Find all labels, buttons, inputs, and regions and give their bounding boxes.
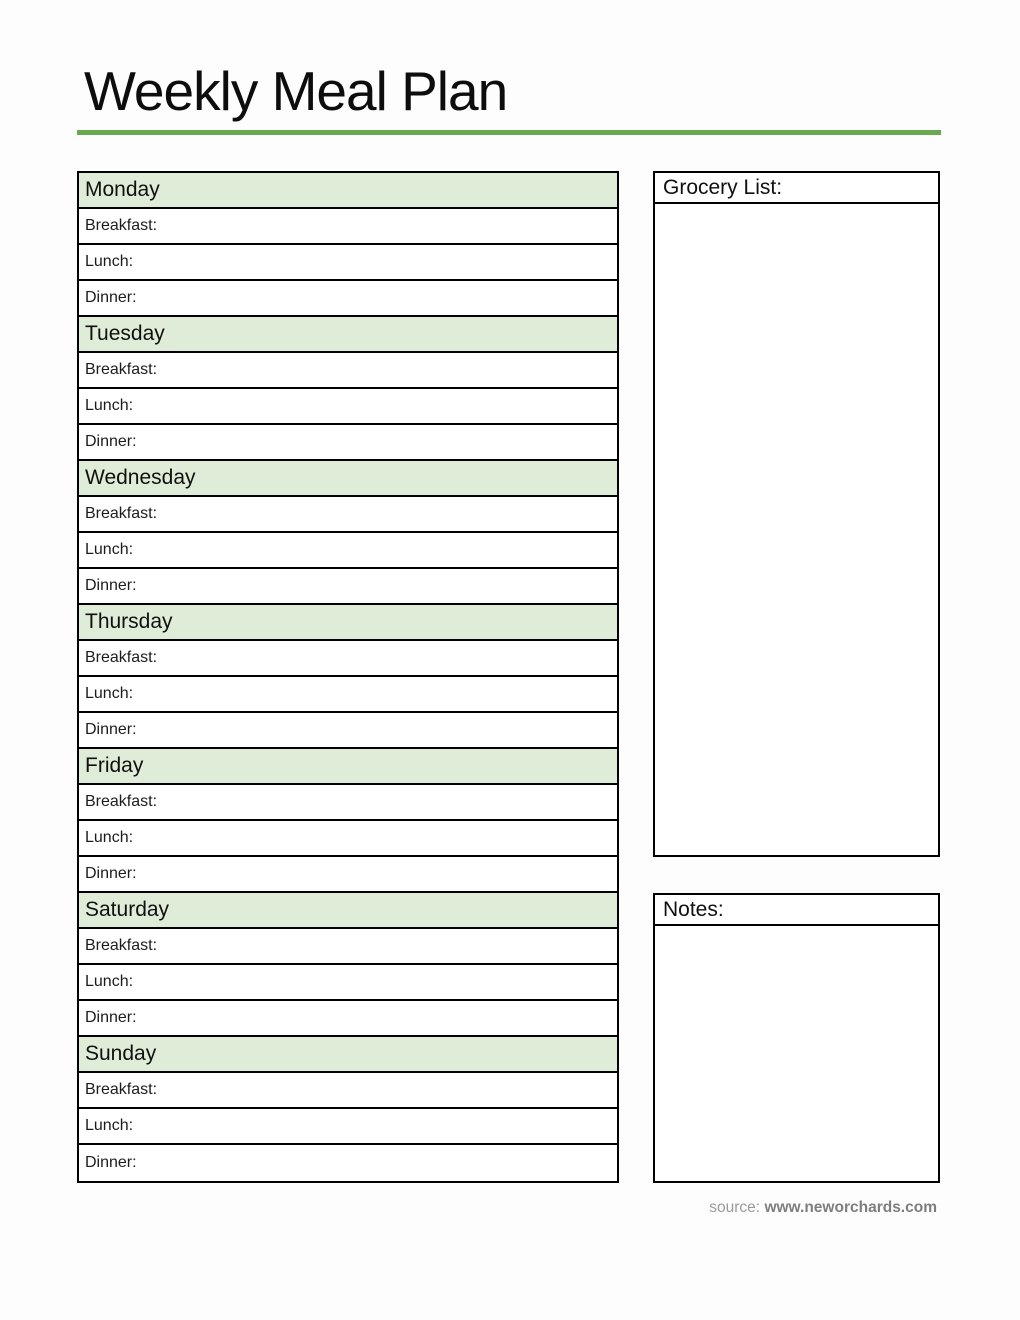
grocery-list-title: Grocery List: xyxy=(655,173,938,204)
notes-box xyxy=(653,893,940,1183)
meal-entry-row: Breakfast: xyxy=(79,929,617,965)
meal-entry-row: Lunch: xyxy=(79,821,617,857)
meal-entry-row: Lunch: xyxy=(79,389,617,425)
meal-entry-row: Lunch: xyxy=(79,245,617,281)
day-header-row: Wednesday xyxy=(79,461,617,497)
meal-entry-row: Breakfast: xyxy=(79,353,617,389)
meal-entry-row: Breakfast: xyxy=(79,1073,617,1109)
meal-entry-row: Dinner: xyxy=(79,569,617,605)
meal-entry-row: Breakfast: xyxy=(79,785,617,821)
source-attribution xyxy=(709,1199,937,1217)
meal-entry-row: Dinner: xyxy=(79,1001,617,1037)
day-header-row: Monday xyxy=(79,173,617,209)
meal-entry-row: Lunch: xyxy=(79,677,617,713)
day-header-row: Saturday xyxy=(79,893,617,929)
source-label: source: xyxy=(709,1199,761,1216)
meal-entry-row: Breakfast: xyxy=(79,209,617,245)
source-url: www.neworchards.com xyxy=(764,1199,937,1216)
meal-entry-row: Dinner: xyxy=(79,857,617,893)
meal-entry-row: Breakfast: xyxy=(79,641,617,677)
meal-entry-row: Dinner: xyxy=(79,713,617,749)
notes-title: Notes: xyxy=(655,895,938,926)
meal-entry-row: Dinner: xyxy=(79,425,617,461)
grocery-list-box xyxy=(653,171,940,857)
day-header-row: Tuesday xyxy=(79,317,617,353)
meal-entry-row: Lunch: xyxy=(79,965,617,1001)
meal-entry-row: Dinner: xyxy=(79,281,617,317)
day-header-row: Sunday xyxy=(79,1037,617,1073)
meal-plan-table xyxy=(77,171,619,1183)
day-header-row: Friday xyxy=(79,749,617,785)
meal-entry-row: Dinner: xyxy=(79,1145,617,1181)
page-title: Weekly Meal Plan xyxy=(84,60,508,122)
title-underline-rule xyxy=(77,130,941,135)
meal-entry-row: Lunch: xyxy=(79,533,617,569)
day-header-row: Thursday xyxy=(79,605,617,641)
meal-entry-row: Breakfast: xyxy=(79,497,617,533)
meal-entry-row: Lunch: xyxy=(79,1109,617,1145)
